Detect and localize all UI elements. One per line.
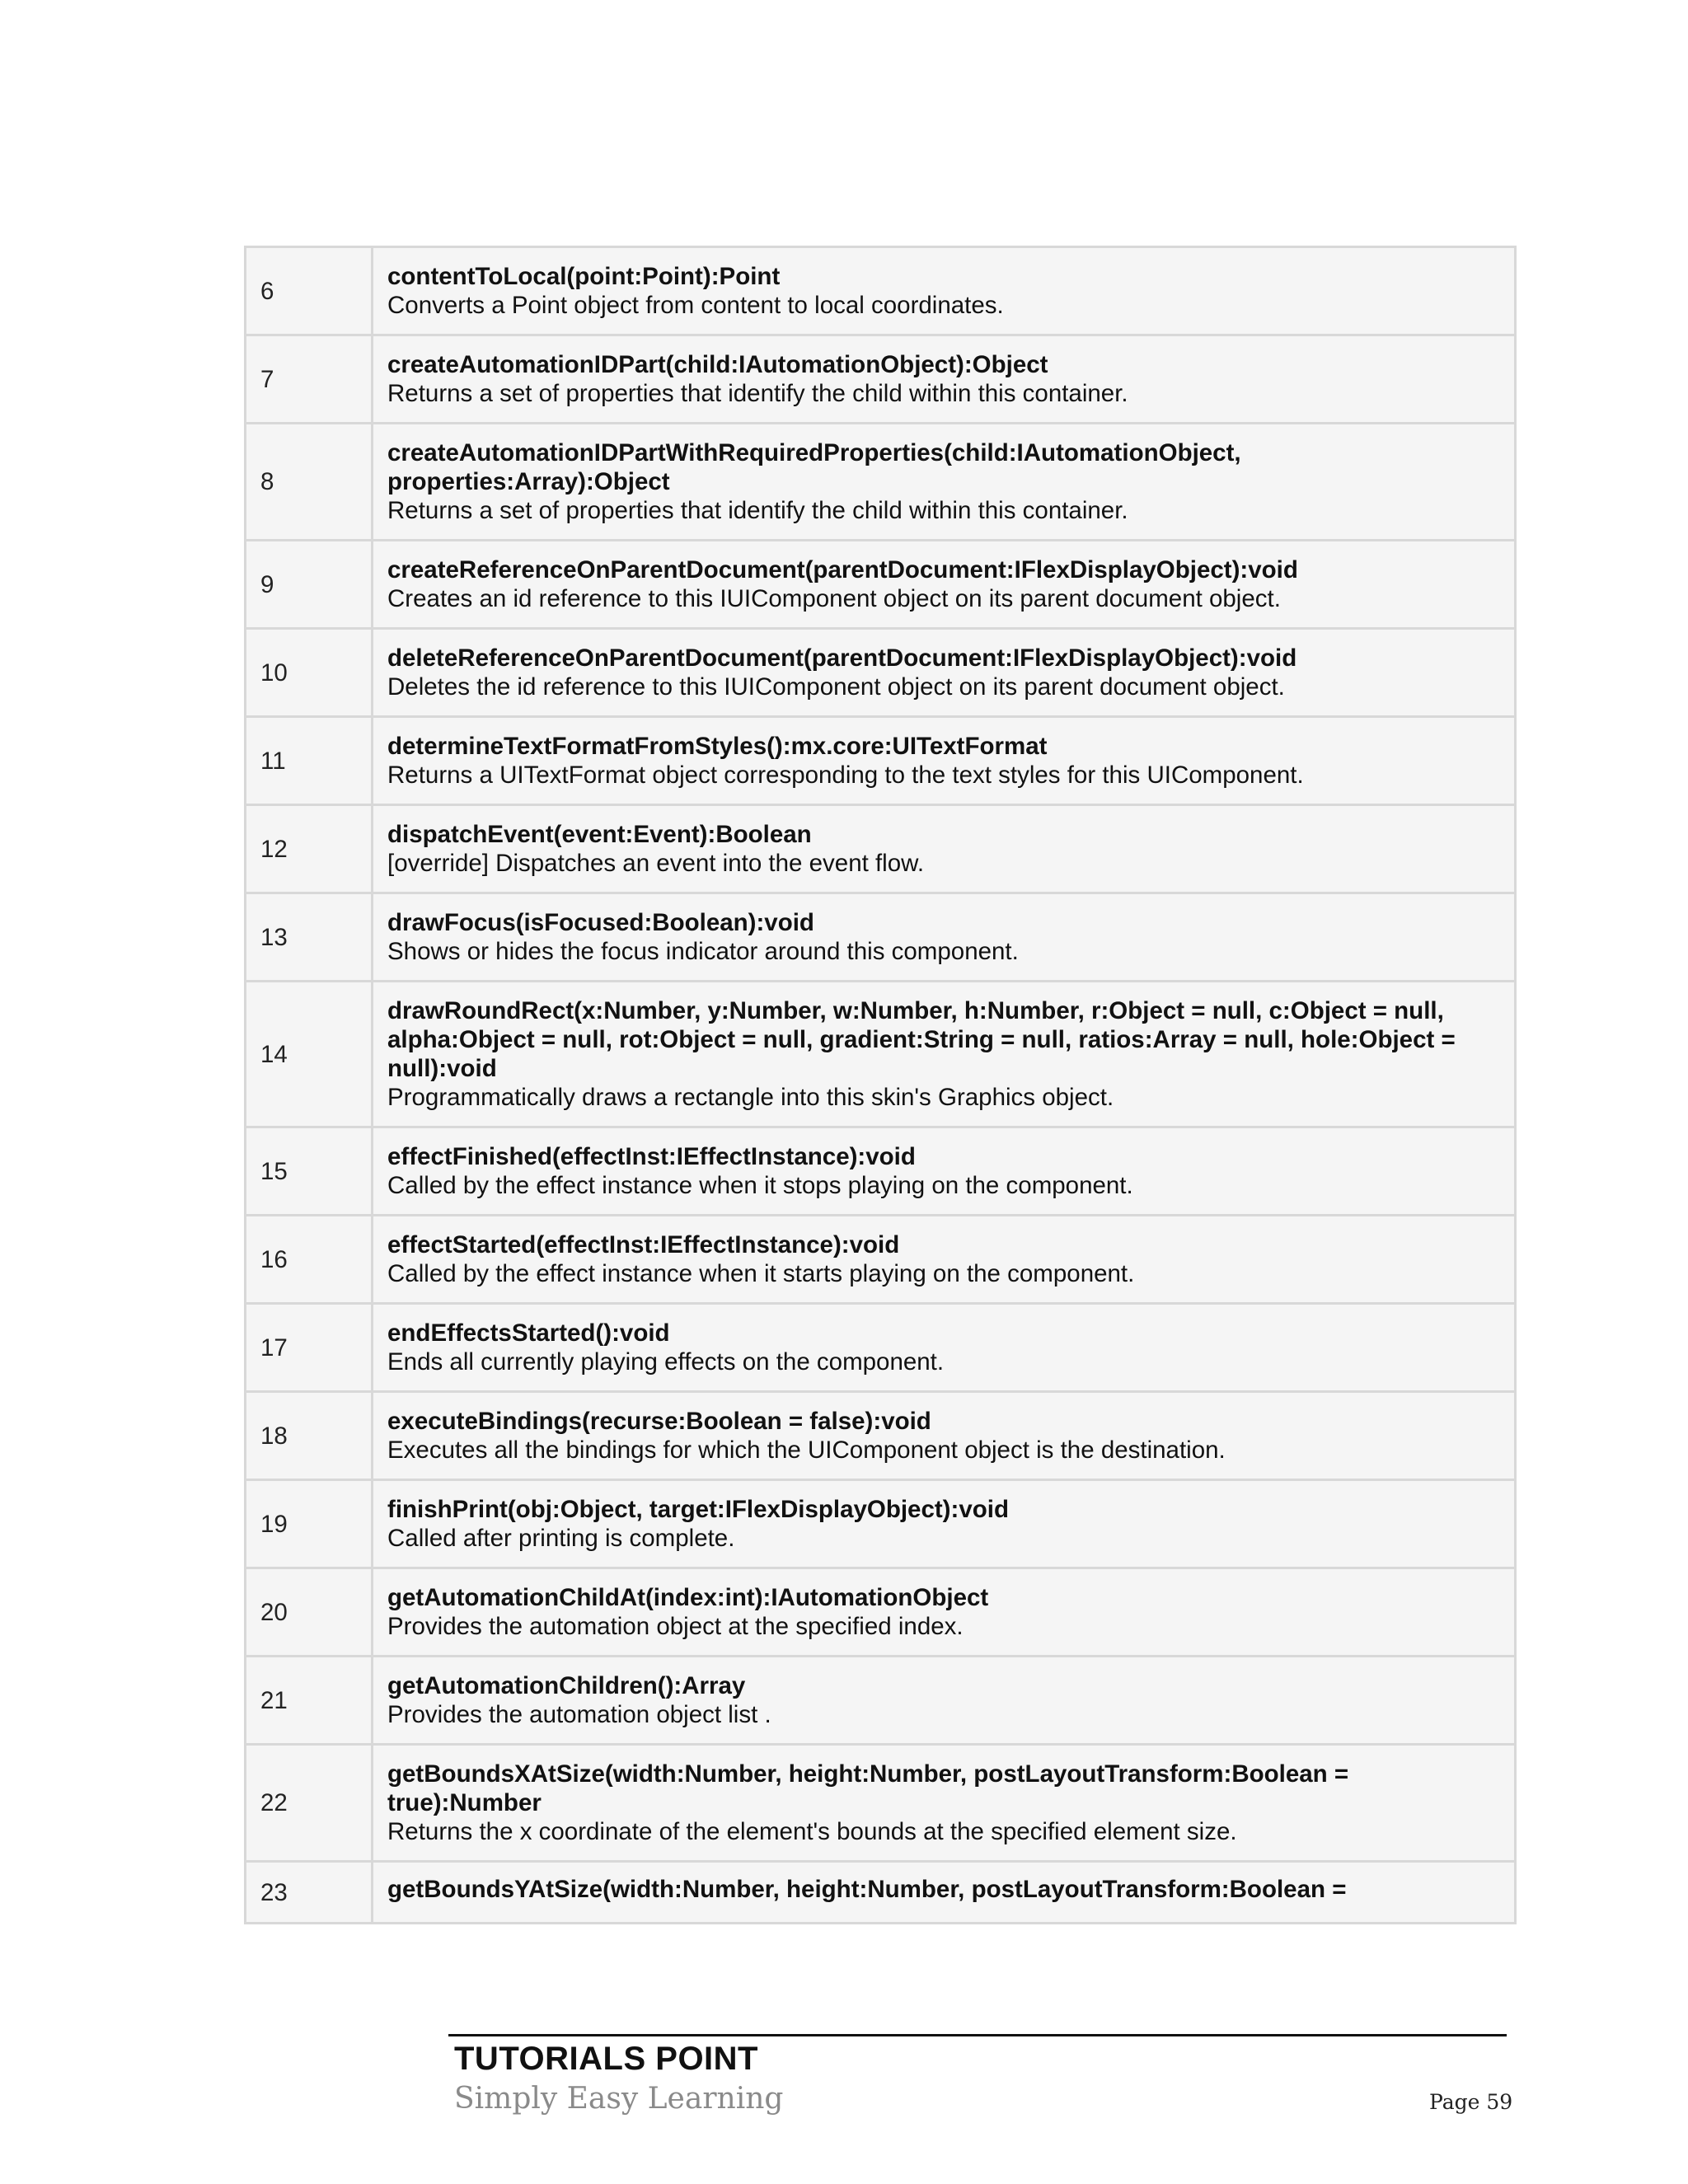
- method-cell: [373, 982, 1516, 1127]
- row-number: 21: [246, 1657, 373, 1745]
- method-cell: [373, 541, 1516, 629]
- method-signature: endEffectsStarted():void: [387, 1319, 670, 1347]
- footer-tagline: Simply Easy Learning: [454, 2082, 784, 2116]
- method-description: Returns a UITextFormat object corresponding to the text styles for this UIComponent.: [387, 762, 1304, 789]
- method-signature: executeBindings(recurse:Boolean = false):void: [387, 1408, 931, 1435]
- method-cell: [373, 717, 1516, 805]
- row-number: 11: [246, 717, 373, 805]
- method-description: Called by the effect instance when it starts playing on the component.: [387, 1260, 1135, 1287]
- footer-brand: TUTORIALS POINT: [454, 2041, 758, 2077]
- method-signature: determineTextFormatFromStyles():mx.core:UITextFormat: [387, 733, 1048, 760]
- row-number: 20: [246, 1568, 373, 1657]
- method-description: Shows or hides the focus indicator around this component.: [387, 938, 1019, 965]
- method-description: Called by the effect instance when it stops playing on the component.: [387, 1172, 1133, 1199]
- method-signature: drawFocus(isFocused:Boolean):void: [387, 909, 814, 936]
- row-number: 17: [246, 1304, 373, 1392]
- row-number: 10: [246, 629, 373, 717]
- method-cell: [373, 1392, 1516, 1480]
- method-description: Returns a set of properties that identify the child within this container.: [387, 497, 1128, 524]
- footer-divider: [448, 2034, 1507, 2036]
- row-number: 13: [246, 893, 373, 982]
- table-row: [246, 247, 1516, 335]
- method-description: Returns the x coordinate of the element's bounds at the specified element size.: [387, 1818, 1237, 1845]
- row-number: 14: [246, 982, 373, 1127]
- method-signature: getAutomationChildren():Array: [387, 1672, 746, 1699]
- method-description: Ends all currently playing effects on the component.: [387, 1348, 945, 1376]
- method-signature: contentToLocal(point:Point):Point: [387, 263, 781, 290]
- method-signature: effectFinished(effectInst:IEffectInstance):void: [387, 1143, 916, 1170]
- method-cell: [373, 1745, 1516, 1862]
- method-signature: getAutomationChildAt(index:int):IAutomationObject: [387, 1584, 989, 1611]
- row-number: 19: [246, 1480, 373, 1568]
- method-cell: [373, 805, 1516, 893]
- row-number: 12: [246, 805, 373, 893]
- table-row: [246, 541, 1516, 629]
- row-number: 6: [246, 247, 373, 335]
- row-number: 8: [246, 424, 373, 541]
- table-row: [246, 1568, 1516, 1657]
- table-row: [246, 1480, 1516, 1568]
- method-description: Provides the automation object at the specified index.: [387, 1613, 964, 1640]
- page-number: Page 59: [1429, 2090, 1513, 2114]
- method-description: [override] Dispatches an event into the event flow.: [387, 850, 925, 877]
- method-description: Deletes the id reference to this IUIComponent object on its parent document object.: [387, 673, 1285, 701]
- table-row: [246, 717, 1516, 805]
- row-number: 15: [246, 1127, 373, 1216]
- method-signature: createAutomationIDPart(child:IAutomationObject):Object: [387, 351, 1048, 378]
- method-signature: getBoundsXAtSize(width:Number, height:Number, postLayoutTransform:Boolean = true):Number: [387, 1760, 1349, 1816]
- table-row: [246, 1745, 1516, 1862]
- method-cell: [373, 1216, 1516, 1304]
- table-row: [246, 1862, 1516, 1924]
- method-cell: [373, 1657, 1516, 1745]
- table-row: [246, 1216, 1516, 1304]
- method-cell: [373, 1480, 1516, 1568]
- method-signature: finishPrint(obj:Object, target:IFlexDisplayObject):void: [387, 1496, 1009, 1523]
- table-row: [246, 982, 1516, 1127]
- table-row: [246, 805, 1516, 893]
- method-cell: [373, 1304, 1516, 1392]
- table-row: [246, 893, 1516, 982]
- row-number: 23: [246, 1862, 373, 1924]
- method-signature: createAutomationIDPartWithRequiredProperties(child:IAutomationObject, properties:Array):Object: [387, 439, 1241, 495]
- method-description: Called after printing is complete.: [387, 1525, 735, 1552]
- table-row: [246, 1127, 1516, 1216]
- table-row: [246, 629, 1516, 717]
- methods-table: [244, 246, 1517, 1924]
- table-row: [246, 424, 1516, 541]
- row-number: 9: [246, 541, 373, 629]
- row-number: 18: [246, 1392, 373, 1480]
- method-signature: deleteReferenceOnParentDocument(parentDocument:IFlexDisplayObject):void: [387, 644, 1297, 672]
- method-description: Executes all the bindings for which the UIComponent object is the destination.: [387, 1436, 1226, 1464]
- method-signature: dispatchEvent(event:Event):Boolean: [387, 821, 812, 848]
- table-row: [246, 1304, 1516, 1392]
- method-cell: [373, 1568, 1516, 1657]
- method-description: Converts a Point object from content to local coordinates.: [387, 292, 1004, 319]
- method-signature: getBoundsYAtSize(width:Number, height:Number, postLayoutTransform:Boolean =: [387, 1876, 1347, 1903]
- method-cell: [373, 424, 1516, 541]
- method-description: Programmatically draws a rectangle into this skin's Graphics object.: [387, 1084, 1114, 1111]
- table-row: [246, 1392, 1516, 1480]
- method-signature: createReferenceOnParentDocument(parentDocument:IFlexDisplayObject):void: [387, 556, 1298, 583]
- row-number: 16: [246, 1216, 373, 1304]
- method-description: Returns a set of properties that identify the child within this container.: [387, 380, 1128, 407]
- row-number: 22: [246, 1745, 373, 1862]
- method-cell: [373, 629, 1516, 717]
- method-description: Provides the automation object list .: [387, 1701, 771, 1728]
- method-cell: [373, 335, 1516, 424]
- method-signature: effectStarted(effectInst:IEffectInstance):void: [387, 1231, 900, 1258]
- method-cell: [373, 1127, 1516, 1216]
- method-signature: drawRoundRect(x:Number, y:Number, w:Number, h:Number, r:Object = null, c:Object = null, alpha:Object = null, rot:Object = null, gradient:String = null, ratios:Array = null, hole:Object = null):void: [387, 997, 1456, 1082]
- table-row: [246, 335, 1516, 424]
- row-number: 7: [246, 335, 373, 424]
- method-cell: [373, 893, 1516, 982]
- method-cell: [373, 247, 1516, 335]
- table-row: [246, 1657, 1516, 1745]
- method-description: Creates an id reference to this IUIComponent object on its parent document object.: [387, 585, 1281, 612]
- method-cell: [373, 1862, 1516, 1924]
